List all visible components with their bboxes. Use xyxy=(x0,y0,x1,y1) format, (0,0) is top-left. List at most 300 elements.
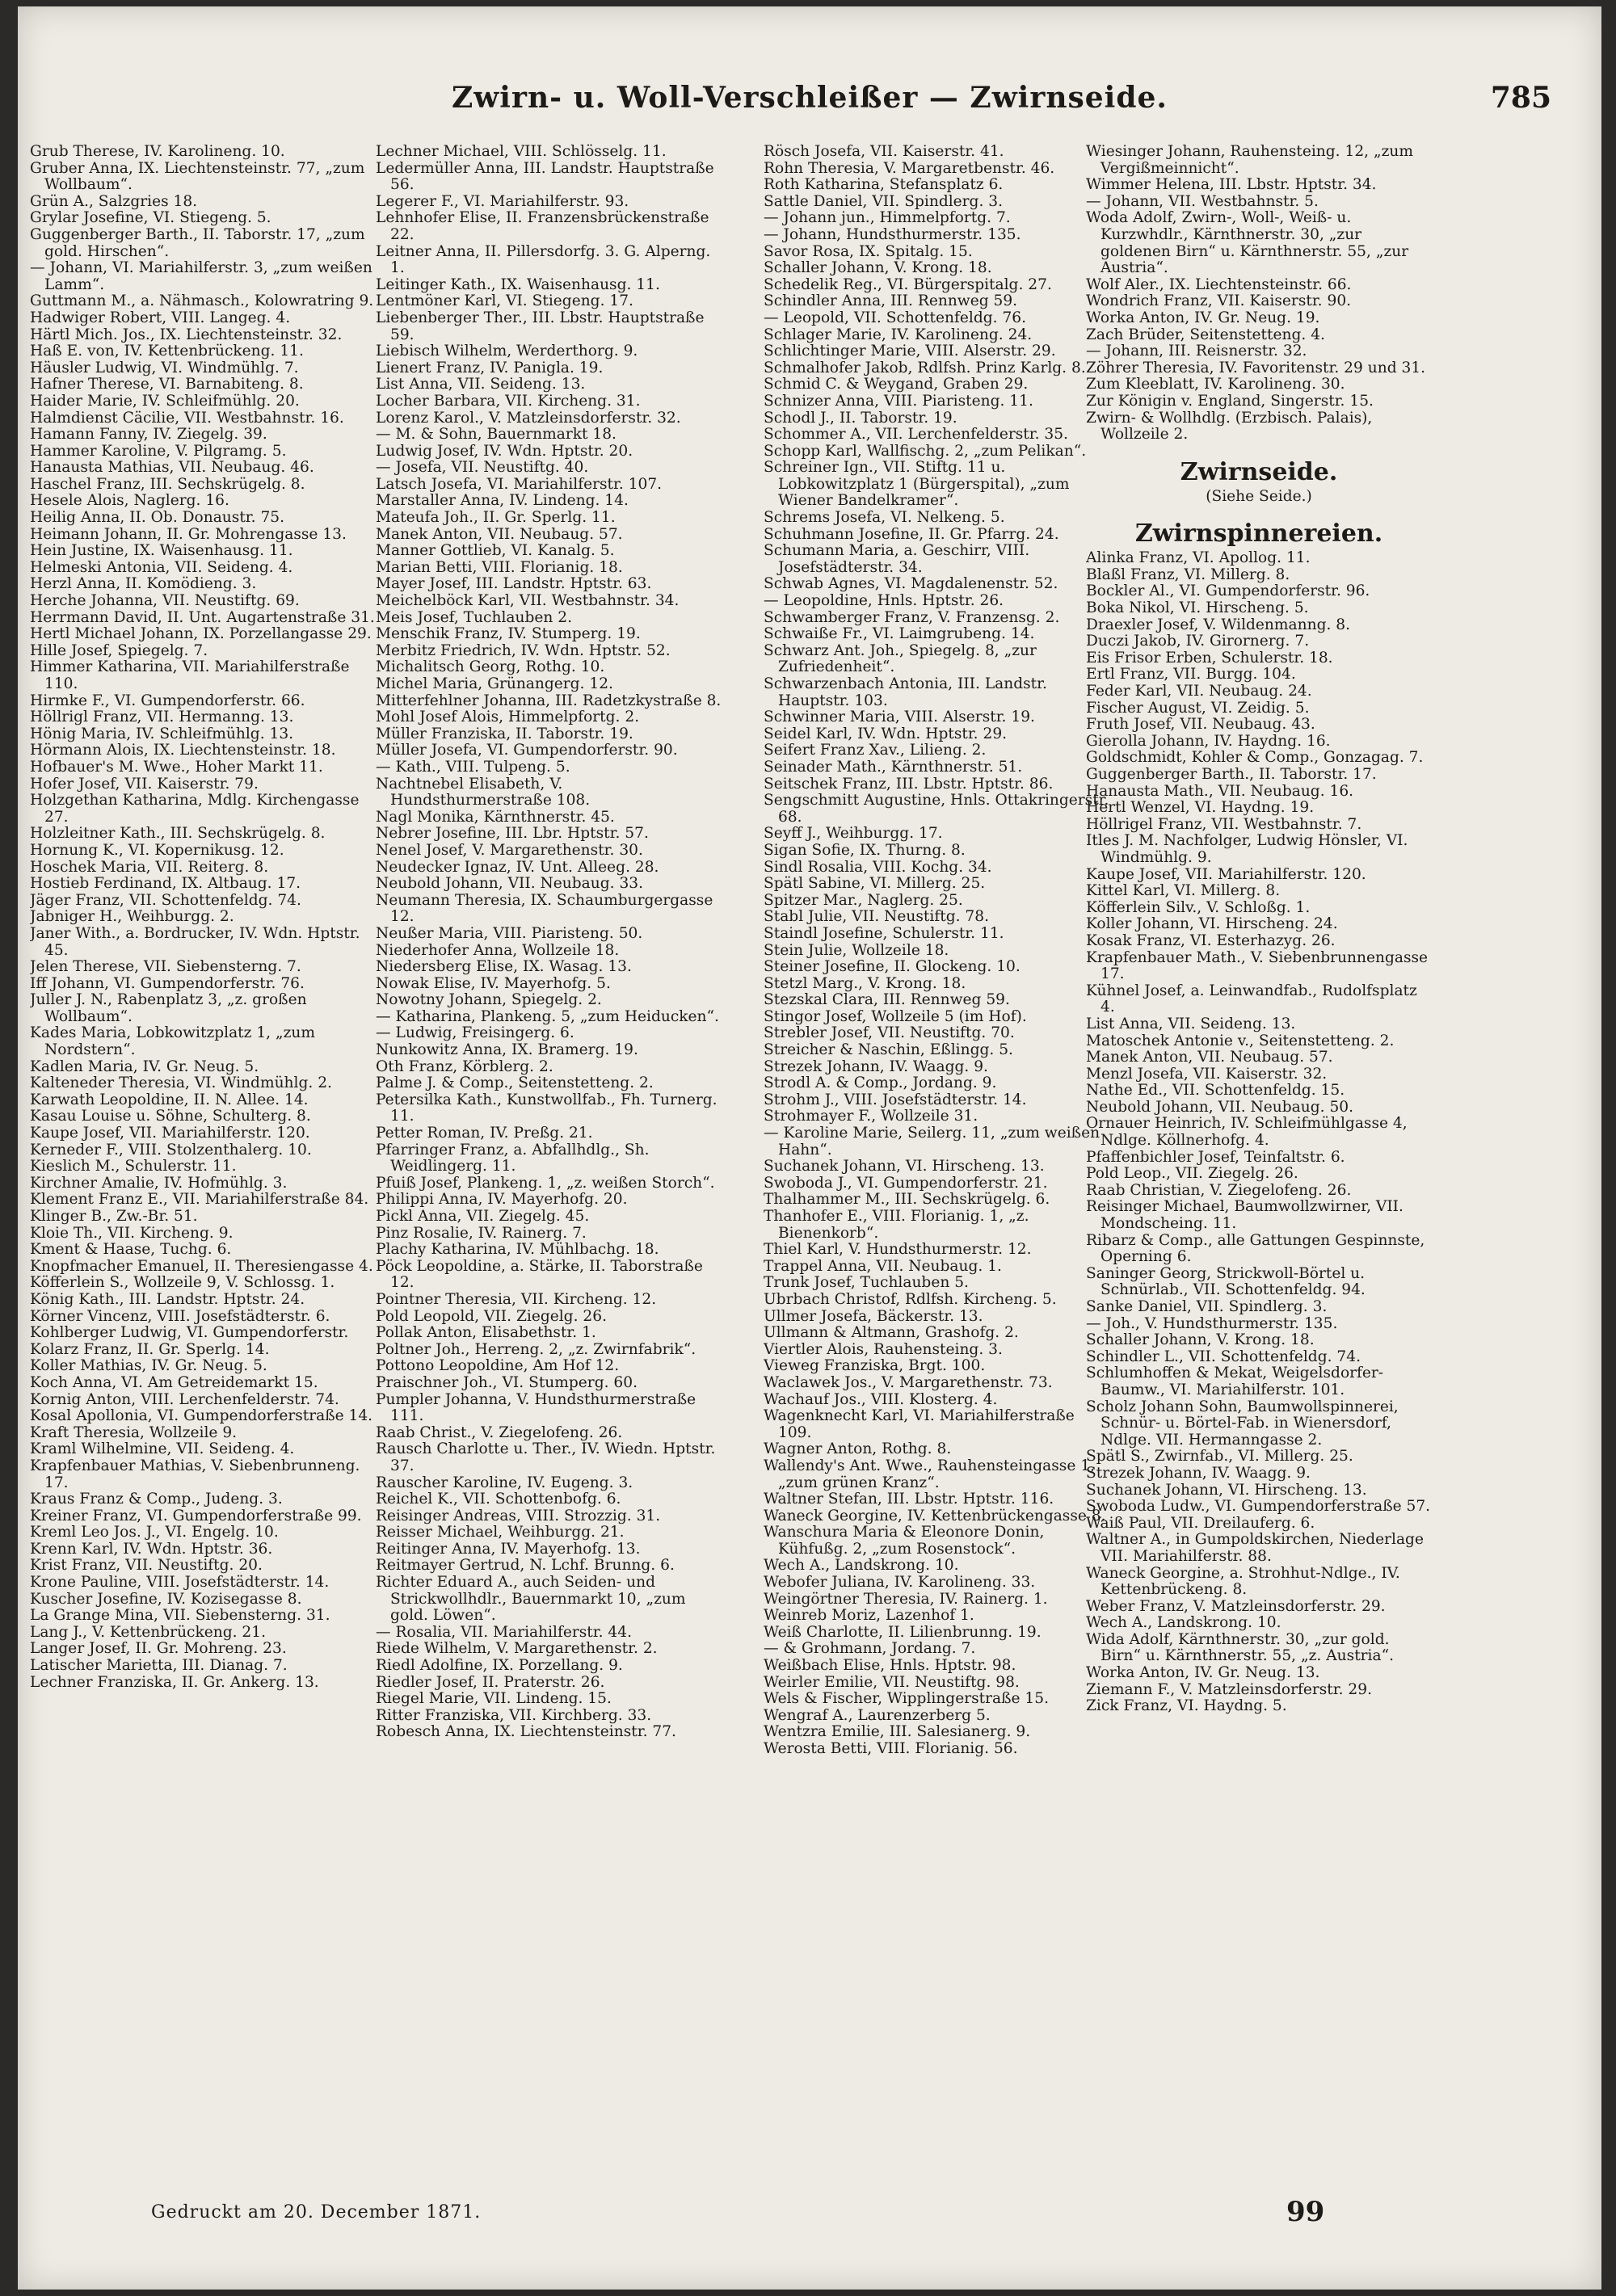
directory-entry: Schlager Marie, IV. Karolineng. 24. xyxy=(764,326,1033,343)
directory-entry: Wels & Fischer, Wipplingerstraße 15. xyxy=(764,1690,1049,1708)
directory-entry: Gierolla Johann, IV. Haydng. 16. xyxy=(1086,732,1331,750)
directory-entry: Holzgethan Katharina, Mdlg. Kirchengasse 27. xyxy=(30,792,360,826)
directory-entry: Schuhmann Josefine, II. Gr. Pfarrg. 24. xyxy=(764,525,1059,543)
directory-entry: Neudecker Ignaz, IV. Unt. Alleeg. 28. xyxy=(376,858,659,876)
directory-entry: Pold Leop., VII. Ziegelg. 26. xyxy=(1086,1165,1298,1183)
directory-entry: Kühnel Josef, a. Leinwandfab., Rudolfsplatz 4. xyxy=(1086,982,1417,1016)
directory-entry: Niederhofer Anna, Wollzeile 18. xyxy=(376,941,620,959)
section-heading: Zwirnseide. xyxy=(1180,457,1338,486)
directory-entry: Ledermüller Anna, III. Landstr. Hauptstraße 56. xyxy=(376,159,714,194)
directory-entry: Häusler Ludwig, VI. Windmühlg. 7. xyxy=(30,359,299,376)
directory-entry: Nowak Elise, IV. Mayerhofg. 5. xyxy=(376,974,611,992)
section-note: (Siehe Seide.) xyxy=(1206,487,1312,505)
directory-entry: Marian Betti, VIII. Florianig. 18. xyxy=(376,558,623,576)
directory-entry: Wallendy's Ant. Wwe., Rauhensteingasse 1, „zum grünen Kranz“. xyxy=(764,1457,1095,1491)
directory-entry: Pfaffenbichler Josef, Teinfaltstr. 6. xyxy=(1086,1148,1345,1166)
directory-entry: Schommer A., VII. Lerchenfelderstr. 35. xyxy=(764,426,1068,444)
directory-entry: Kades Maria, Lobkowitzplatz 1, „zum Nordstern“. xyxy=(30,1024,316,1059)
directory-entry: Lienert Franz, IV. Panigla. 19. xyxy=(376,359,604,376)
directory-entry: Ubrbach Christof, Rdlfsh. Kircheng. 5. xyxy=(764,1290,1057,1308)
directory-entry: Strohmayer F., Wollzeile 31. xyxy=(764,1108,978,1125)
directory-entry: Nachtnebel Elisabeth, V. Hundsthurmerstraße 108. xyxy=(376,775,591,809)
directory-entry: Reichel K., VII. Schottenbofg. 6. xyxy=(376,1491,621,1508)
directory-entry: Wengraf A., Laurenzerberg 5. xyxy=(764,1706,991,1724)
column-1 xyxy=(30,144,376,2155)
directory-entry: Lehnhofer Elise, II. Franzensbrückenstraße 22. xyxy=(376,209,709,243)
directory-entry: Waltner A., in Gumpoldskirchen, Niederlage VII. Mariahilferstr. 88. xyxy=(1086,1531,1424,1565)
directory-entry: Mayer Josef, III. Landstr. Hptstr. 63. xyxy=(376,575,652,593)
directory-entry: Juller J. N., Rabenplatz 3, „z. großen Wollbaum“. xyxy=(30,991,307,1025)
directory-entry: Rohn Theresia, V. Margaretbenstr. 46. xyxy=(764,159,1055,177)
directory-entry: Meis Josef, Tuchlauben 2. xyxy=(376,608,572,626)
directory-entry: Pfuiß Josef, Plankeng. 1, „z. weißen Storch“. xyxy=(376,1174,715,1192)
directory-entry: Reisinger Andreas, VIII. Strozzig. 31. xyxy=(376,1507,661,1524)
directory-entry: Haß E. von, IV. Kettenbrückeng. 11. xyxy=(30,343,304,360)
directory-entry: Swoboda Ludw., VI. Gumpendorferstraße 57. xyxy=(1086,1498,1431,1516)
directory-entry: Kerneder F., VIII. Stolzenthalerg. 10. xyxy=(30,1141,312,1159)
directory-entry: Nebrer Josefine, III. Lbr. Hptstr. 57. xyxy=(376,825,649,843)
directory-entry: Pold Leopold, VII. Ziegelg. 26. xyxy=(376,1307,607,1325)
directory-entry: Pöck Leopoldine, a. Stärke, II. Taborstraße 12. xyxy=(376,1257,703,1292)
directory-entry: Zum Kleeblatt, IV. Karolineng. 30. xyxy=(1086,376,1345,393)
directory-entry: Stingor Josef, Wollzeile 5 (im Hof). xyxy=(764,1007,1027,1025)
directory-entry: Hille Josef, Spiegelg. 7. xyxy=(30,641,208,659)
directory-entry: Waneck Georgine, a. Strohhut-Ndlge., IV. Kettenbrückeng. 8. xyxy=(1086,1564,1400,1599)
directory-entry: Seifert Franz Xav., Lilieng. 2. xyxy=(764,742,987,759)
directory-entry: Kreml Leo Jos. J., VI. Engelg. 10. xyxy=(30,1524,279,1541)
directory-entry: Roth Katharina, Stefansplatz 6. xyxy=(764,176,1004,194)
directory-entry: Riegel Marie, VII. Lindeng. 15. xyxy=(376,1690,612,1708)
directory-entry: Kieslich M., Schulerstr. 11. xyxy=(30,1158,237,1175)
directory-entry: Sanke Daniel, VII. Spindlerg. 3. xyxy=(1086,1298,1328,1315)
directory-entry: Staindl Josefine, Schulerstr. 11. xyxy=(764,924,1004,942)
directory-entry: — Rosalia, VII. Mariahilferstr. 44. xyxy=(376,1623,633,1641)
directory-entry: Zach Brüder, Seitenstetteng. 4. xyxy=(1086,326,1325,343)
directory-entry: Schwamberger Franz, V. Franzensg. 2. xyxy=(764,608,1060,626)
directory-entry: Weinreb Moriz, Lazenhof 1. xyxy=(764,1607,974,1625)
directory-entry: Haider Marie, IV. Schleifmühlg. 20. xyxy=(30,392,300,410)
directory-entry: Liebenberger Ther., III. Lbstr. Hauptstraße 59. xyxy=(376,309,705,343)
directory-entry: Weirler Emilie, VII. Neustiftg. 98. xyxy=(764,1673,1020,1691)
directory-entry: Holzleitner Kath., III. Sechskrügelg. 8. xyxy=(30,825,326,843)
directory-entry: Thanhofer E., VIII. Florianig. 1, „z. Bienenkorb“. xyxy=(764,1208,1029,1242)
directory-entry: Ullmann & Altmann, Grashofg. 2. xyxy=(764,1324,1019,1342)
directory-entry: Strezek Johann, IV. Waagg. 9. xyxy=(1086,1464,1311,1482)
directory-entry: Kolarz Franz, II. Gr. Sperlg. 14. xyxy=(30,1340,270,1358)
directory-entry: Savor Rosa, IX. Spitalg. 15. xyxy=(764,242,973,260)
directory-entry: La Grange Mina, VII. Siebensterng. 31. xyxy=(30,1607,330,1625)
directory-entry: Kreiner Franz, VI. Gumpendorferstraße 99. xyxy=(30,1507,362,1524)
directory-entry: Wiesinger Johann, Rauhensteing. 12, „zum Vergißmeinnicht“. xyxy=(1086,144,1414,177)
directory-entry: Krapfenbauer Math., V. Siebenbrunnengasse 17. xyxy=(1086,948,1429,983)
directory-entry: Suchanek Johann, VI. Hirscheng. 13. xyxy=(1086,1481,1367,1499)
directory-entry: Koller Johann, VI. Hirscheng. 24. xyxy=(1086,915,1338,933)
directory-entry: Härtl Mich. Jos., IX. Liechtensteinstr. 32. xyxy=(30,326,343,343)
directory-entry: Hadwiger Robert, VIII. Langeg. 4. xyxy=(30,309,291,326)
directory-entry: Eis Frisor Erben, Schulerstr. 18. xyxy=(1086,649,1333,667)
directory-entry: Stein Julie, Wollzeile 18. xyxy=(764,941,949,959)
directory-entry: Latsch Josefa, VI. Mariahilferstr. 107. xyxy=(376,475,663,493)
directory-entry: Manner Gottlieb, VI. Kanalg. 5. xyxy=(376,542,615,560)
directory-entry: Gruber Anna, IX. Liechtensteinstr. 77, „zum Wollbaum“. xyxy=(30,159,365,194)
directory-entry: Köfferlein S., Wollzeile 9, V. Schlossg. 1. xyxy=(30,1274,335,1292)
directory-entry: Matoschek Antonie v., Seitenstetteng. 2. xyxy=(1086,1032,1395,1049)
directory-entry: Pointner Theresia, VII. Kircheng. 12. xyxy=(376,1290,657,1308)
directory-entry: Stezskal Clara, III. Rennweg 59. xyxy=(764,991,1010,1009)
directory-entry: Schmid C. & Weygand, Graben 29. xyxy=(764,376,1029,393)
directory-entry: Wech A., Landskrong. 10. xyxy=(1086,1614,1281,1632)
directory-entry: Klement Franz E., VII. Mariahilferstraße 84. xyxy=(30,1191,369,1209)
directory-entry: Heilig Anna, II. Ob. Donaustr. 75. xyxy=(30,509,285,527)
directory-entry: Koch Anna, VI. Am Getreidemarkt 15. xyxy=(30,1373,318,1391)
directory-entry: Poltner Joh., Herreng. 2, „z. Zwirnfabrik“. xyxy=(376,1340,696,1358)
directory-entry: Goldschmidt, Kohler & Comp., Gonzagag. 7. xyxy=(1086,749,1424,767)
directory-entry: Wimmer Helena, III. Lbstr. Hptstr. 34. xyxy=(1086,176,1377,194)
directory-entry: Reisser Michael, Weihburgg. 21. xyxy=(376,1524,625,1541)
directory-entry: Reitinger Anna, IV. Mayerhofg. 13. xyxy=(376,1540,641,1558)
directory-entry: Strohm J., VIII. Josefstädterstr. 14. xyxy=(764,1091,1027,1108)
directory-entry: Manek Anton, VII. Neubaug. 57. xyxy=(376,525,623,543)
directory-entry: Seyff J., Weihburgg. 17. xyxy=(764,825,943,843)
directory-entry: Lechner Michael, VIII. Schlösselg. 11. xyxy=(376,144,667,160)
directory-entry: — M. & Sohn, Bauernmarkt 18. xyxy=(376,426,617,444)
directory-entry: Sengschmitt Augustine, Hnls. Ottakringerstr. 68. xyxy=(764,792,1109,826)
directory-entry: Wida Adolf, Kärnthnerstr. 30, „zur gold. Birn“ u. Kärnthnerstr. 55, „z. Austria“. xyxy=(1086,1630,1395,1665)
directory-entry: Bockler Al., VI. Gumpendorferstr. 96. xyxy=(1086,582,1370,600)
directory-entry: Kraus Franz & Comp., Judeng. 3. xyxy=(30,1491,283,1508)
directory-entry: Schwarzenbach Antonia, III. Landstr. Hauptstr. 103. xyxy=(764,675,1047,709)
directory-entry: Pinz Rosalie, IV. Rainerg. 7. xyxy=(376,1224,587,1242)
directory-entry: — Johann, III. Reisnerstr. 32. xyxy=(1086,343,1307,360)
directory-entry: Streicher & Naschin, Eßlingg. 5. xyxy=(764,1041,1013,1059)
directory-entry: — Johann, VI. Mariahilferstr. 3, „zum weißen Lamm“. xyxy=(30,259,372,293)
directory-entry: Hörmann Alois, IX. Liechtensteinstr. 18. xyxy=(30,742,336,759)
directory-entry: Spätl Sabine, VI. Millerg. 25. xyxy=(764,875,986,893)
directory-entry: Neußer Maria, VIII. Piaristeng. 50. xyxy=(376,924,643,942)
directory-entry: Wondrich Franz, VII. Kaiserstr. 90. xyxy=(1086,292,1352,310)
directory-entry: Waltner Stefan, III. Lbstr. Hptstr. 116. xyxy=(764,1491,1054,1508)
directory-entry: Saninger Georg, Strickwoll-Börtel u. Schnürlab., VII. Schottenfeldg. 94. xyxy=(1086,1264,1366,1299)
directory-entry: Schwaiße Fr., VI. Laimgrubeng. 14. xyxy=(764,625,1035,643)
directory-entry: Rausch Charlotte u. Ther., IV. Wiedn. Hptstr. 37. xyxy=(376,1440,716,1474)
directory-entry: Nunkowitz Anna, IX. Bramerg. 19. xyxy=(376,1041,638,1059)
directory-entry: — Johann, Hundsthurmerstr. 135. xyxy=(764,225,1021,243)
directory-entry: Draexler Josef, V. Wildenmanng. 8. xyxy=(1086,616,1351,633)
directory-entry: Kaupe Josef, VII. Mariahilferstr. 120. xyxy=(1086,865,1366,883)
directory-entry: Sattle Daniel, VII. Spindlerg. 3. xyxy=(764,192,1004,210)
directory-entry: Schedelik Reg., VI. Bürgerspitalg. 27. xyxy=(764,275,1052,293)
directory-entry: Schlichtinger Marie, VIII. Alserstr. 29. xyxy=(764,343,1056,360)
directory-entry: Neumann Theresia, IX. Schaumburgergasse 12. xyxy=(376,891,713,926)
directory-entry: Stetzl Marg., V. Krong. 18. xyxy=(764,974,966,992)
directory-entry: Hein Justine, IX. Waisenhausg. 11. xyxy=(30,542,293,560)
directory-entry: Höllrigl Franz, VII. Hermanng. 13. xyxy=(30,709,294,726)
directory-entry: Blaßl Franz, VI. Millerg. 8. xyxy=(1086,566,1290,583)
directory-entry: Kraft Theresia, Wollzeile 9. xyxy=(30,1423,238,1441)
directory-entry: Krist Franz, VII. Neustiftg. 20. xyxy=(30,1557,263,1575)
directory-entry: Schnizer Anna, VIII. Piaristeng. 11. xyxy=(764,392,1033,410)
page-footer xyxy=(18,2196,1601,2228)
directory-entry: Riede Wilhelm, V. Margarethenstr. 2. xyxy=(376,1640,658,1658)
directory-entry: König Kath., III. Landstr. Hptstr. 24. xyxy=(30,1290,305,1308)
directory-entry: Wagner Anton, Rothg. 8. xyxy=(764,1440,952,1458)
directory-entry: Liebisch Wilhelm, Werderthorg. 9. xyxy=(376,343,638,360)
directory-entry: Karwath Leopoldine, II. N. Allee. 14. xyxy=(30,1091,309,1108)
column-4 xyxy=(1086,144,1432,2155)
directory-entry: Himmer Katharina, VII. Mariahilferstraße 110. xyxy=(30,658,350,692)
directory-entry: Nenel Josef, V. Margarethenstr. 30. xyxy=(376,841,643,859)
directory-page xyxy=(18,6,1601,2290)
directory-entry: Kornig Anton, VIII. Lerchenfelderstr. 74. xyxy=(30,1390,339,1408)
directory-entry: Meichelböck Karl, VII. Westbahnstr. 34. xyxy=(376,592,680,610)
directory-entry: Schwinner Maria, VIII. Alserstr. 19. xyxy=(764,709,1035,726)
directory-entry: — Johann, VII. Westbahnstr. 5. xyxy=(1086,192,1319,210)
directory-entry: Kosal Apollonia, VI. Gumpendorferstraße 14. xyxy=(30,1407,373,1425)
directory-entry: Neubold Johann, VII. Neubaug. 50. xyxy=(1086,1098,1354,1116)
directory-entry: Seitschek Franz, III. Lbstr. Hptstr. 86. xyxy=(764,775,1054,793)
directory-entry: Hertl Michael Johann, IX. Porzellangasse 29. xyxy=(30,625,372,643)
directory-entry: Spätl S., Zwirnfab., VI. Millerg. 25. xyxy=(1086,1448,1353,1465)
directory-entry: Janer With., a. Bordrucker, IV. Wdn. Hptstr. 45. xyxy=(30,924,360,959)
directory-entry: Ribarz & Comp., alle Gattungen Gespinnste, Operning 6. xyxy=(1086,1231,1425,1266)
directory-entry: Ziemann F., V. Matzleinsdorferstr. 29. xyxy=(1086,1680,1372,1698)
directory-entry: Thiel Karl, V. Hundsthurmerstr. 12. xyxy=(764,1241,1032,1259)
directory-entry: Alinka Franz, VI. Apollog. 11. xyxy=(1086,549,1311,567)
directory-entry: Schlumhoffen & Mekat, Weigelsdorfer-Baumw., VI. Mariahilferstr. 101. xyxy=(1086,1365,1384,1398)
directory-entry: Zur Königin v. England, Singerstr. 15. xyxy=(1086,392,1374,410)
directory-entry: Waclawek Jos., V. Margarethenstr. 73. xyxy=(764,1373,1053,1391)
directory-entry: Kment & Haase, Tuchg. 6. xyxy=(30,1241,232,1259)
directory-entry: Raab Christ., V. Ziegelofeng. 26. xyxy=(376,1423,623,1441)
directory-entry: Menzl Josefa, VII. Kaiserstr. 32. xyxy=(1086,1065,1328,1083)
directory-entry: Kittel Karl, VI. Millerg. 8. xyxy=(1086,882,1281,900)
directory-entry: Strebler Josef, VII. Neustiftg. 70. xyxy=(764,1024,1015,1042)
directory-entry: Werosta Betti, VIII. Florianig. 56. xyxy=(764,1740,1018,1757)
directory-entry: Langer Josef, II. Gr. Mohreng. 23. xyxy=(30,1640,287,1658)
directory-entry: Worka Anton, IV. Gr. Neug. 13. xyxy=(1086,1664,1320,1682)
directory-entry: Schwab Agnes, VI. Magdalenenstr. 52. xyxy=(764,575,1058,593)
directory-entry: Schrems Josefa, VI. Nelkeng. 5. xyxy=(764,509,1005,527)
directory-entry: Vieweg Franziska, Brgt. 100. xyxy=(764,1357,986,1375)
directory-entry: — Karoline Marie, Seilerg. 11, „zum weißen Hahn“. xyxy=(764,1125,1100,1159)
directory-entry: Duczi Jakob, IV. Girornerg. 7. xyxy=(1086,633,1310,650)
directory-entry: Kasau Louise u. Söhne, Schulterg. 8. xyxy=(30,1108,311,1125)
directory-entry: Neubold Johann, VII. Neubaug. 33. xyxy=(376,875,644,893)
directory-entry: Hamann Fanny, IV. Ziegelg. 39. xyxy=(30,426,267,444)
directory-entry: Grylar Josefine, VI. Stiegeng. 5. xyxy=(30,209,271,227)
directory-entry: Schodl J., II. Taborstr. 19. xyxy=(764,409,957,427)
directory-entry: Richter Eduard A., auch Seiden- und Strickwollhdlr., Bauernmarkt 10, „zum gold. Löwen“. xyxy=(376,1574,686,1625)
directory-entry: Hammer Karoline, V. Pilgramg. 5. xyxy=(30,442,287,460)
directory-entry: Kalteneder Theresia, VI. Windmühlg. 2. xyxy=(30,1074,332,1092)
directory-entry: Kirchner Amalie, IV. Hofmühlg. 3. xyxy=(30,1174,288,1192)
directory-entry: Weiß Charlotte, II. Lilienbrunng. 19. xyxy=(764,1623,1042,1641)
directory-entry: Praischner Joh., VI. Stumperg. 60. xyxy=(376,1373,638,1391)
directory-entry: Weißbach Elise, Hnls. Hptstr. 98. xyxy=(764,1657,1016,1675)
directory-entry: Köfferlein Silv., V. Schloßg. 1. xyxy=(1086,898,1311,916)
section-heading: Zwirnspinnereien. xyxy=(1134,519,1383,549)
directory-entry: Niedersberg Elise, IX. Wasag. 13. xyxy=(376,958,632,976)
directory-entry: Kohlberger Ludwig, VI. Gumpendorferstr. xyxy=(30,1324,349,1342)
directory-entry: Guggenberger Barth., II. Taborstr. 17. xyxy=(1086,766,1377,783)
directory-entry: Kadlen Maria, IV. Gr. Neug. 5. xyxy=(30,1058,259,1075)
directory-entry: Plachy Katharina, IV. Mühlbachg. 18. xyxy=(376,1241,659,1259)
directory-entry: Jäger Franz, VII. Schottenfeldg. 74. xyxy=(30,891,301,909)
directory-entry: Jabniger H., Weihburgg. 2. xyxy=(30,908,234,926)
page-header xyxy=(18,81,1601,121)
directory-entry: Krapfenbauer Mathias, V. Siebenbrunneng. 17. xyxy=(30,1457,360,1491)
directory-entry: Schaller Johann, V. Krong. 18. xyxy=(1086,1331,1315,1349)
directory-entry: Müller Franziska, II. Taborstr. 19. xyxy=(376,725,633,742)
directory-entry: Wolf Aler., IX. Liechtensteinstr. 66. xyxy=(1086,275,1352,293)
directory-entry: Zick Franz, VI. Haydng. 5. xyxy=(1086,1697,1287,1715)
directory-entry: Lentmöner Karl, VI. Stiegeng. 17. xyxy=(376,292,633,310)
directory-entry: Hönig Maria, IV. Schleifmühlg. 13. xyxy=(30,725,294,742)
directory-entry: Leitner Anna, II. Pillersdorfg. 3. G. Alperng. 1. xyxy=(376,242,711,277)
directory-entry: Webofer Juliana, IV. Karolineng. 33. xyxy=(764,1574,1036,1592)
directory-entry: Hesele Alois, Naglerg. 16. xyxy=(30,492,229,510)
directory-entry: Viertler Alois, Rauhensteing. 3. xyxy=(764,1340,1003,1358)
directory-entry: Kosak Franz, VI. Esterhazyg. 26. xyxy=(1086,931,1336,949)
directory-entry: Marstaller Anna, IV. Lindeng. 14. xyxy=(376,492,629,510)
directory-entry: Seidel Karl, IV. Wdn. Hptstr. 29. xyxy=(764,725,1008,742)
directory-entry: Pottono Leopoldine, Am Hof 12. xyxy=(376,1357,620,1375)
directory-entry: Hostieb Ferdinand, IX. Altbaug. 17. xyxy=(30,875,301,893)
directory-entry: Pfarringer Franz, a. Abfallhdlg., Sh. Weidlingerg. 11. xyxy=(376,1141,650,1175)
directory-entry: Waiß Paul, VII. Dreilauferg. 6. xyxy=(1086,1514,1315,1532)
directory-entry: Lang J., V. Kettenbrückeng. 21. xyxy=(30,1623,266,1641)
directory-entry: Swoboda J., VI. Gumpendorferstr. 21. xyxy=(764,1174,1048,1192)
directory-entry: Stabl Julie, VII. Neustiftg. 78. xyxy=(764,908,989,926)
directory-entry: Ornauer Heinrich, IV. Schleifmühlgasse 4, Ndlge. Köllnerhofg. 4. xyxy=(1086,1115,1408,1150)
directory-entry: Fruth Josef, VII. Neubaug. 43. xyxy=(1086,716,1315,734)
column-2 xyxy=(376,144,722,2155)
directory-entry: Palme J. & Comp., Seitenstetteng. 2. xyxy=(376,1074,654,1092)
directory-entry: Kaupe Josef, VII. Mariahilferstr. 120. xyxy=(30,1125,310,1142)
directory-entry: List Anna, VII. Seideng. 13. xyxy=(1086,1015,1296,1032)
directory-entry: Wentzra Emilie, III. Salesianerg. 9. xyxy=(764,1723,1031,1741)
directory-entry: Hofbauer's M. Wwe., Hoher Markt 11. xyxy=(30,758,323,776)
directory-entry: Haschel Franz, III. Sechskrügelg. 8. xyxy=(30,475,305,493)
directory-entry: — Leopoldine, Hnls. Hptstr. 26. xyxy=(764,592,1004,610)
directory-entry: Hofer Josef, VII. Kaiserstr. 79. xyxy=(30,775,259,793)
directory-entry: Boka Nikol, VI. Hirscheng. 5. xyxy=(1086,599,1309,617)
directory-entry: Sigan Sofie, IX. Thurng. 8. xyxy=(764,841,966,859)
directory-entry: Herche Johanna, VII. Neustiftg. 69. xyxy=(30,592,300,610)
directory-entry: Knopfmacher Emanuel, II. Theresiengasse 4. xyxy=(30,1257,373,1275)
directory-entry: Klinger B., Zw.-Br. 51. xyxy=(30,1208,198,1225)
directory-entry: Itles J. M. Nachfolger, Ludwig Hönsler, VI. Windmühlg. 9. xyxy=(1086,832,1408,866)
directory-entry: Koller Mathias, IV. Gr. Neug. 5. xyxy=(30,1357,267,1375)
print-date-note: Gedruckt am 20. December 1871. xyxy=(151,2202,482,2222)
directory-entry: Sindl Rosalia, VIII. Kochg. 34. xyxy=(764,858,992,876)
directory-entry: Heimann Johann, II. Gr. Mohrengasse 13. xyxy=(30,525,347,543)
directory-entry: Hanausta Mathias, VII. Neubaug. 46. xyxy=(30,459,314,477)
directory-entry: Hornung K., VI. Kopernikusg. 12. xyxy=(30,841,284,859)
directory-entry: Fischer August, VI. Zeidig. 5. xyxy=(1086,699,1310,717)
directory-entry: Spitzer Mar., Naglerg. 25. xyxy=(764,891,963,909)
directory-entry: Thalhammer M., III. Sechskrügelg. 6. xyxy=(764,1191,1050,1209)
directory-entry: Krone Pauline, VIII. Josefstädterstr. 14. xyxy=(30,1574,330,1592)
directory-entry: Nagl Monika, Kärnthnerstr. 45. xyxy=(376,808,615,826)
directory-entry: Seinader Math., Kärnthnerstr. 51. xyxy=(764,758,1023,776)
directory-entry: Ritter Franziska, VII. Kirchberg. 33. xyxy=(376,1706,652,1724)
directory-entry: Körner Vincenz, VIII. Josefstädterstr. 6. xyxy=(30,1307,330,1325)
directory-entry: Lorenz Karol., V. Matzleinsdorferstr. 32. xyxy=(376,409,681,427)
directory-entry: Hafner Therese, VI. Barnabiteng. 8. xyxy=(30,376,304,393)
directory-entry: Herrmann David, II. Unt. Augartenstraße 31. xyxy=(30,608,375,626)
directory-entry: Schindler Anna, III. Rennweg 59. xyxy=(764,292,1018,310)
directory-entry: Schaller Johann, V. Krong. 18. xyxy=(764,259,992,277)
directory-entry: Riedl Adolfine, IX. Porzellang. 9. xyxy=(376,1657,623,1675)
directory-entry: Kloie Th., VII. Kircheng. 9. xyxy=(30,1224,234,1242)
directory-entry: Petter Roman, IV. Preßg. 21. xyxy=(376,1125,593,1142)
directory-entry: — Leopold, VII. Schottenfeldg. 76. xyxy=(764,309,1027,326)
directory-entry: Müller Josefa, VI. Gumpendorferstr. 90. xyxy=(376,742,678,759)
directory-entry: Waneck Georgine, IV. Kettenbrückengasse 8. xyxy=(764,1507,1106,1524)
directory-entry: Philippi Anna, IV. Mayerhofg. 20. xyxy=(376,1191,628,1209)
directory-entry: Ertl Franz, VII. Burgg. 104. xyxy=(1086,666,1296,683)
directory-entry: Halmdienst Cäcilie, VII. Westbahnstr. 16. xyxy=(30,409,344,427)
directory-entry: Rauscher Karoline, IV. Eugeng. 3. xyxy=(376,1474,633,1491)
directory-entry: Kraml Wilhelmine, VII. Seideng. 4. xyxy=(30,1440,295,1458)
directory-entry: — Katharina, Plankeng. 5, „zum Heiducken“. xyxy=(376,1007,719,1025)
directory-entry: Latischer Marietta, III. Dianag. 7. xyxy=(30,1657,288,1675)
directory-entry: Schmalhofer Jakob, Rdlfsh. Prinz Karlg. 8. xyxy=(764,359,1086,376)
sheet-number: 99 xyxy=(1286,2196,1325,2228)
directory-entry: Mohl Josef Alois, Himmelpfortg. 2. xyxy=(376,709,640,726)
directory-entry: Schumann Maria, a. Geschirr, VIII. Josefstädterstr. 34. xyxy=(764,542,1030,576)
directory-entry: Worka Anton, IV. Gr. Neug. 19. xyxy=(1086,309,1320,326)
directory-entry: Höllrigel Franz, VII. Westbahnstr. 7. xyxy=(1086,815,1362,833)
page-number: 785 xyxy=(1490,81,1551,115)
directory-entry: Mitterfehlner Johanna, III. Radetzkystraße 8. xyxy=(376,692,722,709)
directory-entry: — Johann jun., Himmelpfortg. 7. xyxy=(764,209,1011,227)
directory-entry: Grub Therese, IV. Karolineng. 10. xyxy=(30,144,285,160)
directory-entry: Pollak Anton, Elisabethstr. 1. xyxy=(376,1324,596,1342)
directory-entry: Nowotny Johann, Spiegelg. 2. xyxy=(376,991,602,1009)
column-3 xyxy=(764,144,1109,2155)
directory-entry: Locher Barbara, VII. Kircheng. 31. xyxy=(376,392,641,410)
directory-entry: Hertl Wenzel, VI. Haydng. 19. xyxy=(1086,799,1315,817)
directory-entry: Raab Christian, V. Ziegelofeng. 26. xyxy=(1086,1181,1352,1199)
directory-entry: Lechner Franziska, II. Gr. Ankerg. 13. xyxy=(30,1673,319,1691)
directory-entry: Grün A., Salzgries 18. xyxy=(30,192,198,210)
directory-entry: Mateufa Joh., II. Gr. Sperlg. 11. xyxy=(376,509,616,527)
directory-entry: Herzl Anna, II. Komödieng. 3. xyxy=(30,575,257,593)
directory-entry: Guggenberger Barth., II. Taborstr. 17, „zum gold. Hirschen“. xyxy=(30,225,365,260)
directory-entry: Hanausta Math., VII. Neubaug. 16. xyxy=(1086,782,1354,800)
directory-entry: Menschik Franz, IV. Stumperg. 19. xyxy=(376,625,641,643)
directory-entry: Riedler Josef, II. Praterstr. 26. xyxy=(376,1673,605,1691)
directory-entry: Leitinger Kath., IX. Waisenhausg. 11. xyxy=(376,275,660,293)
directory-entry: — & Grohmann, Jordang. 7. xyxy=(764,1640,976,1658)
directory-entry: Guttmann M., a. Nähmasch., Kolowratring 9. xyxy=(30,292,374,310)
directory-entry: Suchanek Johann, VI. Hirscheng. 13. xyxy=(764,1158,1045,1175)
directory-entry: Michel Maria, Grünangerg. 12. xyxy=(376,675,613,692)
directory-entry: Schreiner Ign., VII. Stiftg. 11 u. Lobkowitzplatz 1 (Bürgerspital), „zum Wiener Bandelkramer“. xyxy=(764,459,1070,510)
directory-entry: Helmeski Antonia, VII. Seideng. 4. xyxy=(30,558,293,576)
directory-entry: Steiner Josefine, II. Glockeng. 10. xyxy=(764,958,1021,976)
directory-entry: Zöhrer Theresia, IV. Favoritenstr. 29 und 31. xyxy=(1086,359,1426,376)
directory-entry: Merbitz Friedrich, IV. Wdn. Hptstr. 52. xyxy=(376,641,671,659)
directory-entry: Kuscher Josefine, IV. Kozisegasse 8. xyxy=(30,1590,302,1608)
directory-entry: Schindler L., VII. Schottenfeldg. 74. xyxy=(1086,1348,1361,1365)
directory-entry: Trappel Anna, VII. Neubaug. 1. xyxy=(764,1257,1002,1275)
directory-entry: Krenn Karl, IV. Wdn. Hptstr. 36. xyxy=(30,1540,273,1558)
directory-entry: Trunk Josef, Tuchlauben 5. xyxy=(764,1274,969,1292)
directory-entry: Weber Franz, V. Matzleinsdorferstr. 29. xyxy=(1086,1597,1386,1615)
